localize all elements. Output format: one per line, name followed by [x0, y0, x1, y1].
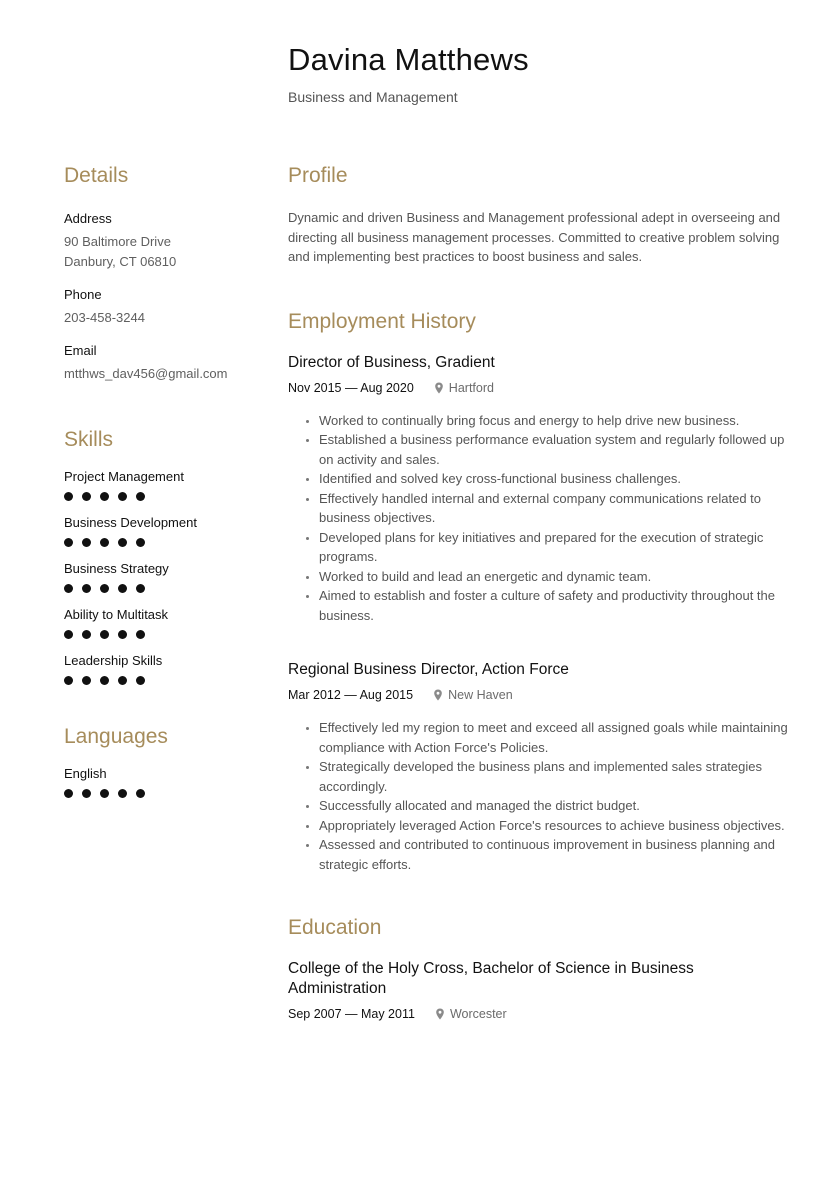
- job-meta: [288, 686, 793, 704]
- rating-dot-icon: [100, 492, 109, 501]
- rating-dot-icon: [82, 492, 91, 501]
- job-bullet: • Developed plans for key initiatives and prepared for the execution of strategic programs.: [319, 528, 793, 567]
- rating-dot-icon: [118, 789, 127, 798]
- rating-dot-icon: [64, 676, 73, 685]
- main-content: [288, 162, 793, 1023]
- job-entry: [288, 660, 793, 874]
- phone-value: 203-458-3244: [64, 310, 145, 325]
- skill-name: Leadership Skills: [64, 653, 163, 668]
- skills-heading: Skills: [64, 428, 114, 451]
- job-location-text: New Haven: [448, 688, 513, 703]
- rating-dot-icon: [64, 630, 73, 639]
- rating-dot-icon: [64, 538, 73, 547]
- language-level-rating: [64, 789, 264, 798]
- rating-dot-icon: [64, 492, 73, 501]
- rating-dot-icon: [64, 584, 73, 593]
- education-heading: Education: [288, 916, 382, 940]
- education-dates: Sep 2007 — May 2011: [288, 1007, 415, 1022]
- job-meta: [288, 379, 793, 397]
- candidate-title: Business and Management: [288, 89, 458, 105]
- rating-dot-icon: [100, 584, 109, 593]
- skill-level-rating: [64, 492, 264, 501]
- rating-dot-icon: [118, 676, 127, 685]
- skill-level-rating: [64, 538, 264, 547]
- job-title: Regional Business Director, Action Force: [288, 661, 569, 679]
- rating-dot-icon: [136, 492, 145, 501]
- rating-dot-icon: [136, 538, 145, 547]
- email-value[interactable]: mtthws_dav456@gmail.com: [64, 366, 228, 381]
- skill-item: [64, 560, 264, 593]
- rating-dot-icon: [82, 538, 91, 547]
- skill-item: [64, 468, 264, 501]
- employment-heading: Employment History: [288, 309, 476, 333]
- address-label: Address: [64, 211, 112, 226]
- job-location: [434, 379, 494, 397]
- languages-heading: Languages: [64, 725, 168, 748]
- location-pin-icon: [433, 689, 443, 701]
- rating-dot-icon: [136, 789, 145, 798]
- rating-dot-icon: [82, 630, 91, 639]
- job-bullet: • Successfully allocated and managed the district budget.: [319, 796, 793, 816]
- skill-level-rating: [64, 676, 264, 685]
- job-bullet: • Established a business performance evaluation system and regularly followed up on activity and sales.: [319, 430, 793, 469]
- job-title: Director of Business, Gradient: [288, 353, 495, 371]
- job-location-text: Hartford: [448, 380, 494, 395]
- education-location: [435, 1005, 507, 1023]
- job-entry: [288, 353, 793, 626]
- skill-name: Business Development: [64, 515, 197, 530]
- skill-item: [64, 606, 264, 639]
- phone-label: Phone: [64, 287, 102, 302]
- skill-name: Ability to Multitask: [64, 607, 169, 622]
- rating-dot-icon: [82, 676, 91, 685]
- job-bullet: • Strategically developed the business plans and implemented sales strategies accordingly.: [319, 757, 793, 796]
- profile-section: [288, 162, 793, 267]
- rating-dot-icon: [118, 492, 127, 501]
- skill-item: [64, 652, 264, 685]
- job-bullet: • Aimed to establish and foster a culture of safety and productivity throughout the business.: [319, 586, 793, 625]
- job-bullet: • Effectively handled internal and external company communications related to business objectives.: [319, 489, 793, 528]
- sidebar: [64, 162, 264, 798]
- details-section: [64, 162, 264, 384]
- profile-summary: Dynamic and driven Business and Management professional adept in overseeing and directing all business management processes. Committed to creative problem solving and implementing best practices to boost business and sales.: [288, 210, 781, 265]
- rating-dot-icon: [136, 584, 145, 593]
- location-pin-icon: [434, 382, 444, 394]
- job-bullet: • Assessed and contributed to continuous improvement in business planning and strategic efforts.: [319, 835, 793, 874]
- job-bullet: • Effectively led my region to meet and exceed all assigned goals while maintaining compliance with Action Force's Policies.: [319, 718, 793, 757]
- job-dates: Nov 2015 — Aug 2020: [288, 380, 414, 395]
- skill-level-rating: [64, 584, 264, 593]
- address-line2: Danbury, CT 06810: [64, 254, 177, 269]
- job-bullets: [288, 718, 793, 874]
- rating-dot-icon: [118, 630, 127, 639]
- candidate-name: Davina Matthews: [288, 42, 529, 77]
- education-entry: [288, 959, 793, 1023]
- rating-dot-icon: [100, 789, 109, 798]
- rating-dot-icon: [118, 538, 127, 547]
- address-line1: 90 Baltimore Drive: [64, 234, 171, 249]
- education-location-text: Worcester: [449, 1007, 507, 1022]
- education-title: College of the Holy Cross, Bachelor of Science in Business Administration: [288, 960, 694, 998]
- rating-dot-icon: [136, 630, 145, 639]
- job-bullets: [288, 411, 793, 626]
- resume-header: [288, 40, 529, 106]
- details-heading: Details: [64, 164, 129, 187]
- job-bullet: • Appropriately leveraged Action Force's resources to achieve business objectives.: [319, 816, 793, 836]
- rating-dot-icon: [136, 676, 145, 685]
- rating-dot-icon: [118, 584, 127, 593]
- location-pin-icon: [435, 1008, 445, 1020]
- rating-dot-icon: [100, 630, 109, 639]
- skill-item: [64, 514, 264, 547]
- job-bullet: • Identified and solved key cross-functional business challenges.: [319, 469, 793, 489]
- job-dates: Mar 2012 — Aug 2015: [288, 688, 414, 703]
- rating-dot-icon: [100, 538, 109, 547]
- education-meta: [288, 1005, 793, 1023]
- skill-level-rating: [64, 630, 264, 639]
- language-item: [64, 765, 264, 798]
- rating-dot-icon: [82, 789, 91, 798]
- rating-dot-icon: [100, 676, 109, 685]
- email-label: Email: [64, 343, 97, 358]
- education-section: [288, 914, 793, 1023]
- job-bullet: • Worked to build and lead an energetic and dynamic team.: [319, 567, 793, 587]
- languages-section: [64, 723, 264, 798]
- skill-list: [64, 468, 264, 685]
- rating-dot-icon: [64, 789, 73, 798]
- skill-name: Project Management: [64, 469, 184, 484]
- skills-section: [64, 426, 264, 685]
- job-location: [433, 686, 513, 704]
- job-bullet: • Worked to continually bring focus and energy to help drive new business.: [319, 411, 793, 431]
- language-name: English: [64, 766, 107, 781]
- skill-name: Business Strategy: [64, 561, 169, 576]
- rating-dot-icon: [82, 584, 91, 593]
- employment-section: [288, 308, 793, 875]
- profile-heading: Profile: [288, 164, 348, 187]
